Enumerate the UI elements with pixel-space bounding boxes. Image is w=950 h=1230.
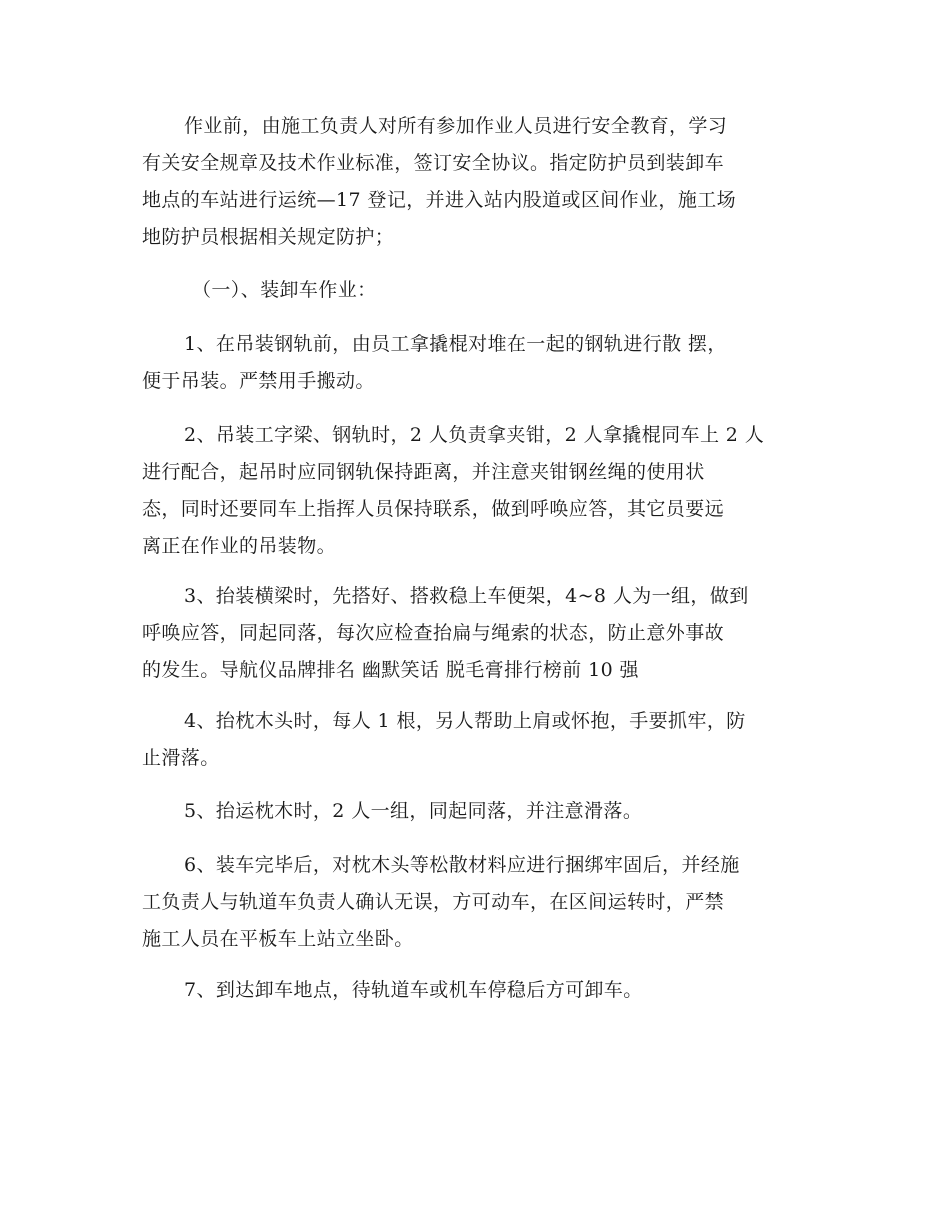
paragraph-line: 5、抬运枕木时，2 人一组，同起同落，并注意滑落。 xyxy=(184,800,643,822)
paragraph-line: 6、装车完毕后，对枕木头等松散材料应进行捆绑牢固后，并经施 xyxy=(184,854,740,876)
paragraph-line: 地防护员根据相关规定防护； xyxy=(142,226,395,248)
paragraph-item-2 xyxy=(142,417,812,565)
paragraph-line: 施工人员在平板车上站立坐卧。 xyxy=(142,928,414,950)
paragraph-line: 工负责人与轨道车负责人确认无误，方可动车，在区间运转时，严禁 xyxy=(142,891,725,913)
paragraph-line: 3、抬装横梁时，先搭好、搭救稳上车便架，4~8 人为一组，做到 xyxy=(184,585,749,607)
paragraph-item-4 xyxy=(142,703,812,777)
paragraph-line: 便于吊装。严禁用手搬动。 xyxy=(142,370,375,392)
paragraph-line: 止滑落。 xyxy=(142,747,220,769)
paragraph-line: 离正在作业的吊装物。 xyxy=(142,535,337,557)
paragraph-line: 4、抬枕木头时，每人 1 根，另人帮助上肩或怀抱，手要抓牢，防 xyxy=(184,710,746,732)
section-heading xyxy=(142,272,812,309)
section-heading-text: （一）、装卸车作业： xyxy=(192,279,377,301)
paragraph-line: 作业前，由施工负责人对所有参加作业人员进行安全教育，学习 xyxy=(184,115,728,137)
paragraph-line: 态，同时还要同车上指挥人员保持联系，做到呼唤应答，其它员要远 xyxy=(142,498,725,520)
paragraph-item-7 xyxy=(142,972,812,1009)
paragraph-intro xyxy=(142,108,812,256)
paragraph-line: 呼唤应答，同起同落，每次应检查抬扁与绳索的状态，防止意外事故 xyxy=(142,622,725,644)
paragraph-item-6 xyxy=(142,847,812,958)
paragraph-line: 1、在吊装钢轨前，由员工拿撬棍对堆在一起的钢轨进行散 摆， xyxy=(184,333,727,355)
paragraph-line: 的发生。导航仪品牌排名 幽默笑话 脱毛膏排行榜前 10 强 xyxy=(142,659,639,681)
paragraph-item-1 xyxy=(142,326,812,400)
paragraph-item-3 xyxy=(142,578,812,689)
paragraph-line: 地点的车站进行运统—17 登记，并进入站内股道或区间作业，施工场 xyxy=(142,189,737,211)
paragraph-line: 7、到达卸车地点，待轨道车或机车停稳后方可卸车。 xyxy=(184,979,643,1001)
paragraph-line: 有关安全规章及技术作业标准，签订安全协议。指定防护员到装卸车 xyxy=(142,152,725,174)
paragraph-line: 2、吊装工字梁、钢轨时，2 人负责拿夹钳，2 人拿撬棍同车上 2 人 xyxy=(184,424,765,446)
paragraph-item-5 xyxy=(142,793,812,830)
paragraph-line: 进行配合，起吊时应同钢轨保持距离，并注意夹钳钢丝绳的使用状 xyxy=(142,461,705,483)
